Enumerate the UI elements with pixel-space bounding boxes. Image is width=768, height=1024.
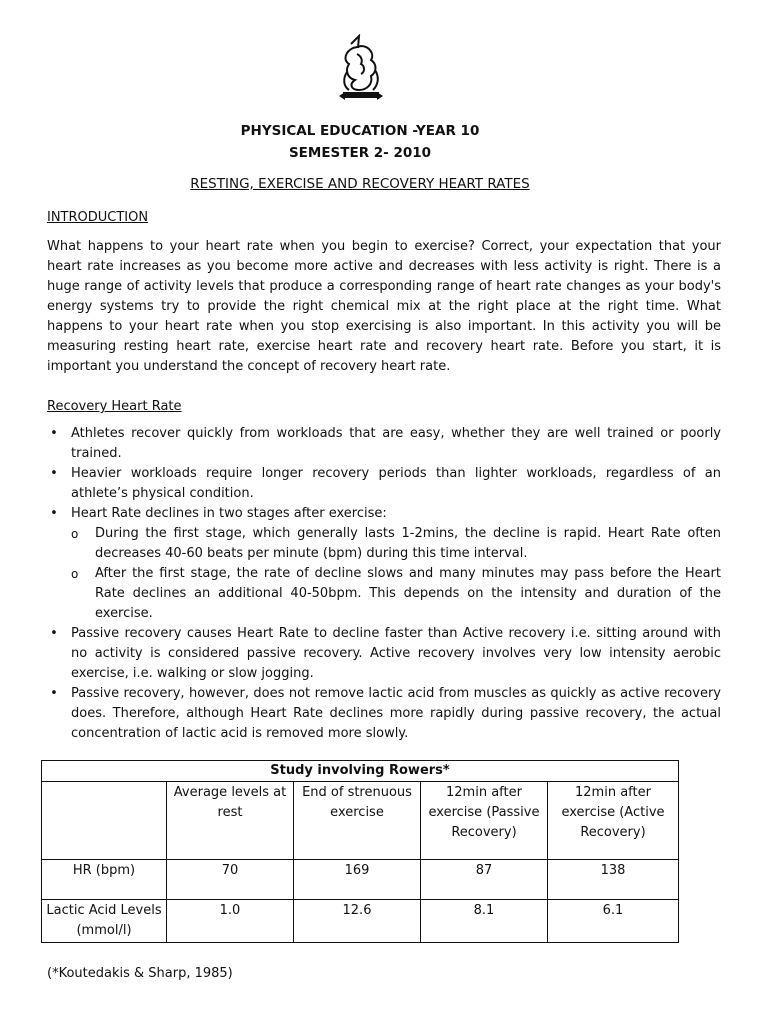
table-cell: 70 <box>167 860 294 900</box>
unicorn-crest-icon <box>333 34 389 104</box>
bullet-dot-icon: • <box>50 686 58 701</box>
list-item <box>47 424 721 464</box>
introduction-paragraph: What happens to your heart rate when you begin to exercise? Correct, your expectation that your heart rate increases as you become more active and decreases with less activity is right. There is a huge range of activity levels that produce a corresponding range of heart rate changes as your body's energy systems try to provide the right chemical mix at the right place at the right time. What happens to your heart rate when you stop exercising is also important. In this activity you will be measuring resting heart rate, exercise heart rate and recovery heart rate. Before you start, it is important you understand the concept of recovery heart rate. <box>47 239 721 374</box>
bullet-dot-icon: • <box>50 426 58 441</box>
circle-bullet-icon: o <box>71 567 79 581</box>
introduction-heading: INTRODUCTION <box>47 210 149 225</box>
table-header-cell <box>42 782 167 860</box>
table-row <box>42 860 679 900</box>
sub-bullet-list <box>71 524 721 624</box>
recovery-heading: Recovery Heart Rate <box>47 399 182 414</box>
list-item <box>71 524 721 564</box>
circle-bullet-icon: o <box>71 527 79 541</box>
table-cell: 169 <box>294 860 421 900</box>
table-row-label: Lactic Acid Levels (mmol/l) <box>42 900 167 943</box>
study-table <box>41 760 679 943</box>
bullet-dot-icon: • <box>50 506 58 521</box>
list-item <box>71 564 721 624</box>
table-cell: 6.1 <box>548 900 679 943</box>
recovery-bullet-list <box>47 424 721 744</box>
table-cell: 138 <box>548 860 679 900</box>
list-item <box>47 464 721 504</box>
bullet-text: Passive recovery causes Heart Rate to decline faster than Active recovery i.e. sitting around with no activity is considered passive recovery. Active recovery involves very low intensity aerobic exercise, i.e. walking or slow jogging. <box>71 626 721 681</box>
table-cell: 87 <box>421 860 548 900</box>
table-header-cell: Average levels at rest <box>167 782 294 860</box>
table-header-row <box>42 782 679 860</box>
document-title: PHYSICAL EDUCATION -YEAR 10 <box>240 123 480 139</box>
citation: (*Koutedakis & Sharp, 1985) <box>47 966 233 981</box>
document-semester: SEMESTER 2- 2010 <box>288 145 432 161</box>
list-item <box>47 684 721 744</box>
table-header-cell: 12min after exercise (Active Recovery) <box>548 782 679 860</box>
bullet-text: Athletes recover quickly from workloads that are easy, whether they are well trained or poorly trained. <box>71 426 721 461</box>
bullet-text: Heavier workloads require longer recovery periods than lighter workloads, regardless of an athlete’s physical condition. <box>71 466 721 501</box>
sub-bullet-text: After the first stage, the rate of decline slows and many minutes may pass before the Heart Rate declines an additional 40-50bpm. This depends on the intensity and duration of the exercise. <box>95 566 721 621</box>
list-item <box>47 504 721 624</box>
bullet-dot-icon: • <box>50 626 58 641</box>
table-row <box>42 900 679 943</box>
table-header-cell: End of strenuous exercise <box>294 782 421 860</box>
table-caption: Study involving Rowers* <box>42 761 679 782</box>
bullet-text: Passive recovery, however, does not remove lactic acid from muscles as quickly as active recovery does. Therefore, although Heart Rate declines more rapidly during passive recovery, the actual concentration of lactic acid is removed more slowly. <box>71 686 721 741</box>
table-cell: 8.1 <box>421 900 548 943</box>
document-subtitle: RESTING, EXERCISE AND RECOVERY HEART RATES <box>190 176 530 192</box>
table-caption-row <box>42 761 679 782</box>
table-cell: 12.6 <box>294 900 421 943</box>
sub-bullet-text: During the first stage, which generally lasts 1-2mins, the decline is rapid. Heart Rate often decreases 40-60 beats per minute (bpm) during this time interval. <box>95 526 721 561</box>
bullet-dot-icon: • <box>50 466 58 481</box>
table-cell: 1.0 <box>167 900 294 943</box>
list-item <box>47 624 721 684</box>
bullet-text: Heart Rate declines in two stages after exercise: <box>71 506 387 521</box>
table-header-cell: 12min after exercise (Passive Recovery) <box>421 782 548 860</box>
table-row-label: HR (bpm) <box>42 860 167 900</box>
